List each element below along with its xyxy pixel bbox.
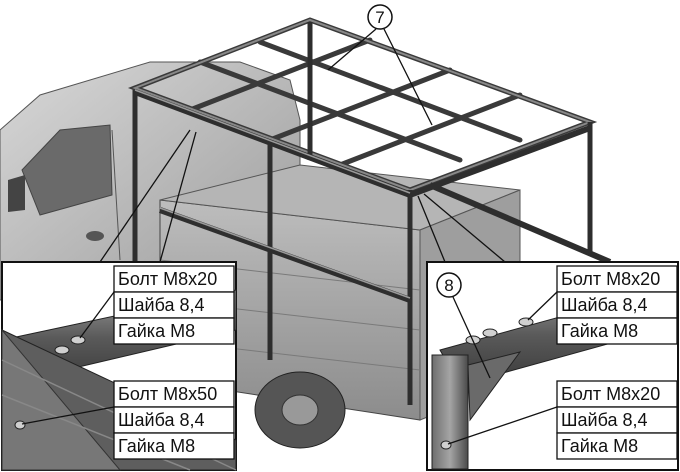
callout-8-number: 8: [444, 276, 454, 295]
left-bottom-nut: Гайка М8: [118, 436, 196, 456]
callout-7-leader-b: [384, 29, 432, 125]
right-bottom-bolt: Болт М8х20: [561, 384, 661, 404]
right-top-washer: Шайба 8,4: [561, 295, 648, 315]
right-top-nut: Гайка М8: [561, 321, 639, 341]
right-bottom-nut: Гайка М8: [561, 436, 639, 456]
left-bolt-3: [15, 421, 25, 429]
callout-7-number: 7: [375, 8, 385, 27]
left-top-washer: Шайба 8,4: [118, 295, 205, 315]
right-bolt-2: [483, 329, 497, 337]
right-bottom-washer: Шайба 8,4: [561, 410, 648, 430]
left-bottom-washer: Шайба 8,4: [118, 410, 205, 430]
right-bolt-3: [519, 318, 533, 326]
cab-handle: [86, 231, 104, 241]
callout-7: [328, 5, 432, 125]
right-detail-panel: [427, 262, 678, 470]
left-top-bolt: Болт М8х20: [118, 269, 218, 289]
rear-wheel-hub: [282, 395, 318, 425]
left-bolt-2: [71, 336, 85, 344]
cab-mirror: [8, 175, 25, 212]
right-top-bolt: Болт М8х20: [561, 269, 661, 289]
left-bottom-bolt: Болт М8х50: [118, 384, 218, 404]
left-detail-panel: [2, 262, 236, 470]
left-bolt-1: [55, 346, 69, 354]
left-top-nut: Гайка М8: [118, 321, 196, 341]
right-post: [432, 355, 468, 469]
right-bolt-4: [441, 441, 451, 449]
